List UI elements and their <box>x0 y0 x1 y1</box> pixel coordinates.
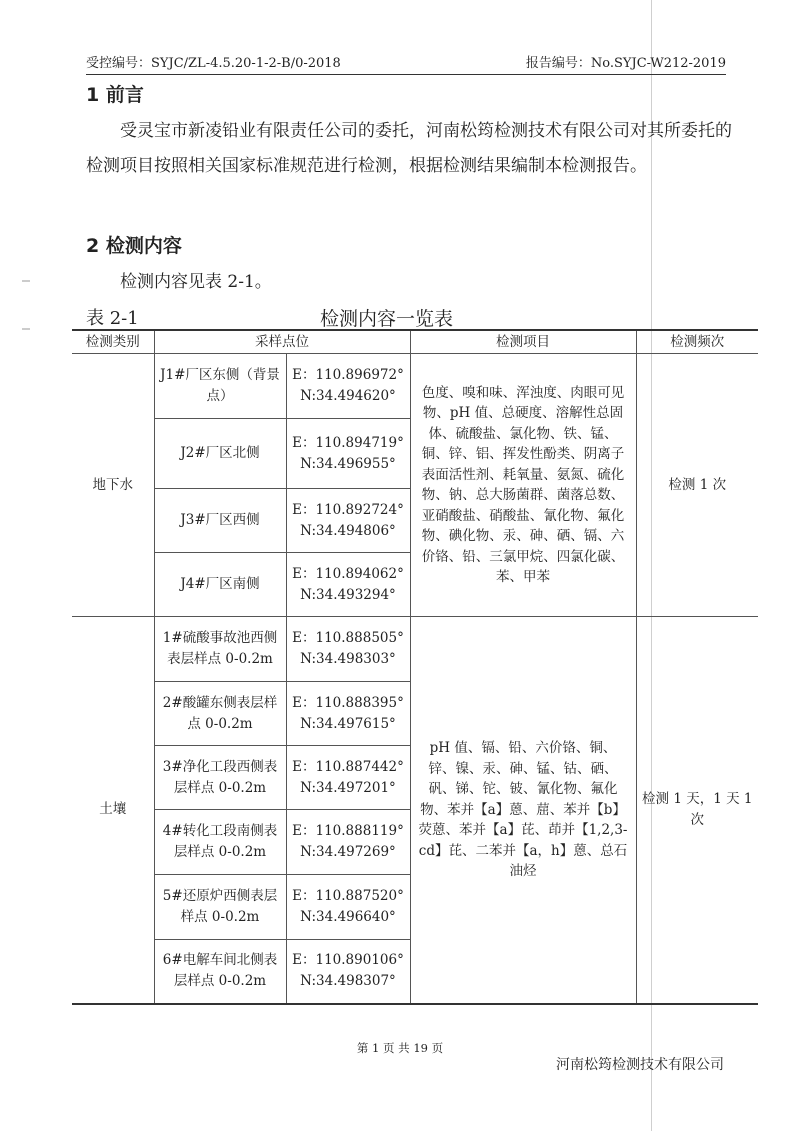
coordinate-cell <box>286 682 410 746</box>
point-cell: 1#硫酸事故池西侧表层样点 0-0.2m <box>154 617 286 682</box>
latitude: N:34.496640° <box>300 909 396 925</box>
coordinate-cell <box>286 746 410 810</box>
longitude: E：110.887442° <box>292 758 404 775</box>
point-cell: 4#转化工段南侧表层样点 0-0.2m <box>154 810 286 875</box>
table-row <box>72 354 758 419</box>
latitude: N:34.497269° <box>300 844 396 860</box>
page-header <box>86 54 726 75</box>
section-2-text: 检测内容见表 2-1。 <box>120 272 272 292</box>
latitude: N:34.494806° <box>300 522 396 539</box>
table-header-row <box>72 330 758 354</box>
longitude: E：110.896972° <box>292 367 404 383</box>
point-cell: 5#还原炉西侧表层样点 0-0.2m <box>154 875 286 940</box>
coordinate-cell <box>286 419 410 489</box>
frequency-cell: 检测 1 天，1 天 1 次 <box>636 617 758 1004</box>
point-cell: J4#厂区南侧 <box>154 553 286 617</box>
header-items: 检测项目 <box>410 330 636 354</box>
point-cell: 6#电解车间北侧表层样点 0-0.2m <box>154 940 286 1004</box>
latitude: N:34.498303° <box>300 651 396 667</box>
latitude: N:34.497615° <box>300 715 396 732</box>
scan-artifact-mark <box>22 280 30 282</box>
longitude: E：110.888505° <box>292 630 404 646</box>
latitude: N:34.493294° <box>300 586 396 603</box>
frequency-cell: 检测 1 次 <box>636 354 758 617</box>
items-cell: pH 值、镉、铅、六价铬、铜、锌、镍、汞、砷、锰、钴、硒、矾、锑、铊、铍、氰化物、氟化物、苯并【a】蒽、䓛、苯并【b】荧蒽、苯并【a】芘、茚并【1,2,3-cd】芘、二苯并【a，h】蒽、总石油烃 <box>410 617 636 1004</box>
control-number: 受控编号：SYJC/ZL-4.5.20-1-2-B/0-2018 <box>86 56 341 71</box>
coordinate-cell <box>286 940 410 1004</box>
point-cell: 3#净化工段西侧表层样点 0-0.2m <box>154 746 286 810</box>
section-1-paragraph <box>86 114 732 184</box>
table-title: 检测内容一览表 <box>320 308 454 330</box>
header-category: 检测类别 <box>72 330 154 354</box>
coordinate-cell <box>286 553 410 617</box>
table-number: 表 2-1 <box>86 308 139 329</box>
latitude: N:34.494620° <box>300 388 396 404</box>
scan-artifact-mark <box>22 328 30 330</box>
table-caption <box>86 304 734 328</box>
latitude: N:34.497201° <box>300 779 396 796</box>
report-number: 报告编号：No.SYJC-W212-2019 <box>525 56 726 71</box>
longitude: E：110.887520° <box>292 888 404 904</box>
point-cell: J1#厂区东侧（背景点） <box>154 354 286 419</box>
coordinate-cell <box>286 810 410 875</box>
company-name: 河南松筠检测技术有限公司 <box>556 1057 724 1073</box>
longitude: E：110.888395° <box>292 694 404 711</box>
longitude: E：110.894062° <box>292 565 404 582</box>
category-cell: 土壤 <box>72 617 154 1004</box>
longitude: E：110.892724° <box>292 501 404 518</box>
latitude: N:34.496955° <box>300 455 396 472</box>
items-cell: 色度、嗅和味、浑浊度、肉眼可见物、pH 值、总硬度、溶解性总固体、硫酸盐、氯化物、铁、锰、铜、锌、铝、挥发性酚类、阴离子表面活性剂、耗氧量、氨氮、硫化物、钠、总大肠菌群、菌落总数、亚硝酸盐、硝酸盐、氰化物、氟化物、碘化物、汞、砷、硒、镉、六价铬、铅、三氯甲烷、四氯化碳、苯、甲苯 <box>410 354 636 617</box>
table-row <box>72 617 758 682</box>
detection-content-table <box>72 329 758 1005</box>
section-2-heading: 2 检测内容 <box>86 235 182 257</box>
longitude: E：110.894719° <box>292 434 404 451</box>
latitude: N:34.498307° <box>300 973 396 990</box>
point-cell: J3#厂区西侧 <box>154 489 286 553</box>
page-number: 第 1 页 共 19 页 <box>356 1041 444 1055</box>
category-cell: 地下水 <box>72 354 154 617</box>
longitude: E：110.888119° <box>292 823 404 839</box>
section-2-paragraph <box>86 265 732 300</box>
coordinate-cell <box>286 489 410 553</box>
coordinate-cell <box>286 354 410 419</box>
longitude: E：110.890106° <box>292 952 404 969</box>
point-cell: J2#厂区北侧 <box>154 419 286 489</box>
point-cell: 2#酸罐东侧表层样点 0-0.2m <box>154 682 286 746</box>
section-1-text: 受灵宝市新凌铅业有限责任公司的委托，河南松筠检测技术有限公司对其所委托的检测项目按照相关国家标准规范进行检测，根据检测结果编制本检测报告。 <box>86 121 732 176</box>
header-frequency: 检测频次 <box>636 330 758 354</box>
coordinate-cell <box>286 875 410 940</box>
header-sampling-point: 采样点位 <box>154 330 410 354</box>
section-1-heading: 1 前言 <box>86 84 144 106</box>
coordinate-cell <box>286 617 410 682</box>
